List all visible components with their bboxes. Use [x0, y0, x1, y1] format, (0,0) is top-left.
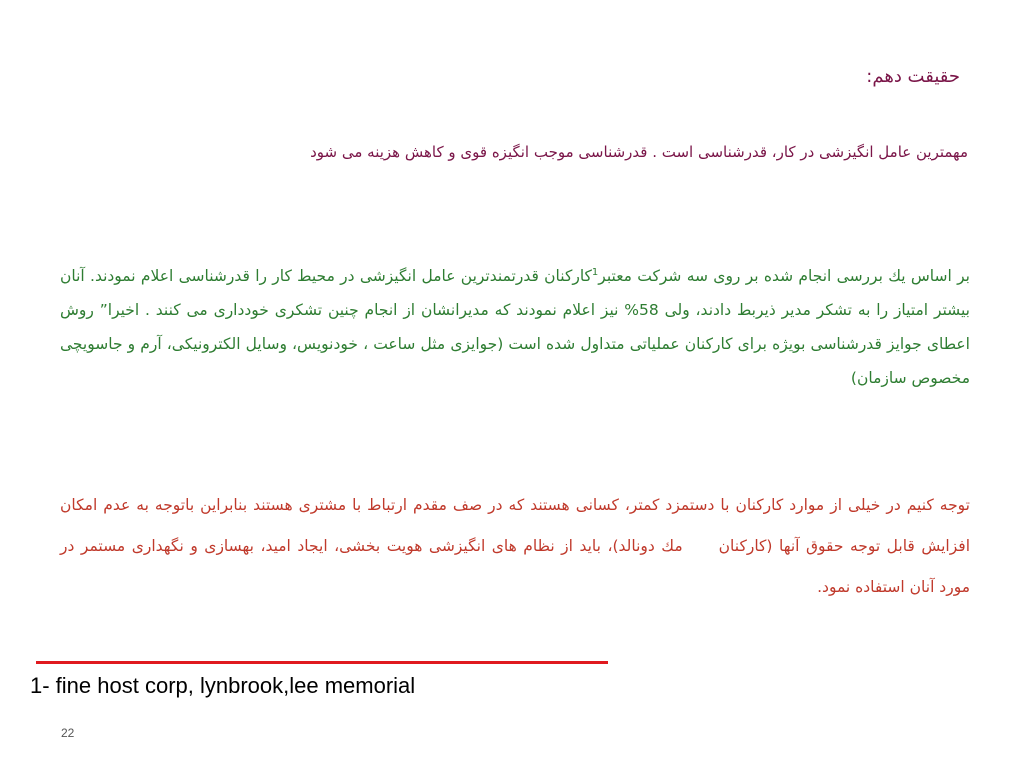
paragraph-low-wage	[60, 485, 970, 608]
paragraph-survey-part1: بر اساس یك بررسی انجام شده بر روی سه شرکت معتبر	[598, 267, 970, 286]
footnote-marker: 1	[591, 267, 599, 278]
slide-subtitle: مهمترین عامل انگیزشی در کار، قدرشناسی است . قدرشناسی موجب انگیزه قوی و کاهش هزینه می شود	[310, 143, 968, 161]
paragraph-survey-part2: کارکنان قدرتمندترین عامل انگیزشی در محیط کار را قدرشناسی اعلام نمودند. آنان بیشتر امتیاز را به تشکر مدیر ذیربط دادند، ولی 58% نیز اعلام نمودند که مدیرانشان از انجام چنین تشکری خودداری می کنند . اخیرا” روش اعطای جوایز قدرشناسی بویژه برای کارکنان عملیاتی متداول شده است (جوایزی مثل ساعت ، خودنویس، وسایل الکترونیکی، آرم و جاسویچی مخصوص سازمان)	[60, 267, 970, 388]
paragraph-survey	[60, 256, 970, 395]
footnote-text: 1- fine host corp, lynbrook,lee memorial	[30, 673, 416, 698]
footnote-divider	[36, 661, 608, 664]
page-number: 22	[61, 726, 75, 740]
paragraph-low-wage-part1: توجه کنیم در خیلی از موارد کارکنان با دستمزد کمتر، کسانی هستند که در صف مقدم ارتباط با مشتری هستند بنابراین باتوجه به عدم امکان افزایش قابل توجه حقوق آنها (کارکنان	[60, 496, 971, 555]
slide-title: حقیقت دهم:	[866, 66, 960, 87]
paragraph-low-wage-part2: مك دونالد)، باید از نظام های انگیزشی هویت بخشی، ایجاد امید، بهسازی و نگهداری مستمر در مورد آنان استفاده نمود.	[60, 537, 970, 596]
